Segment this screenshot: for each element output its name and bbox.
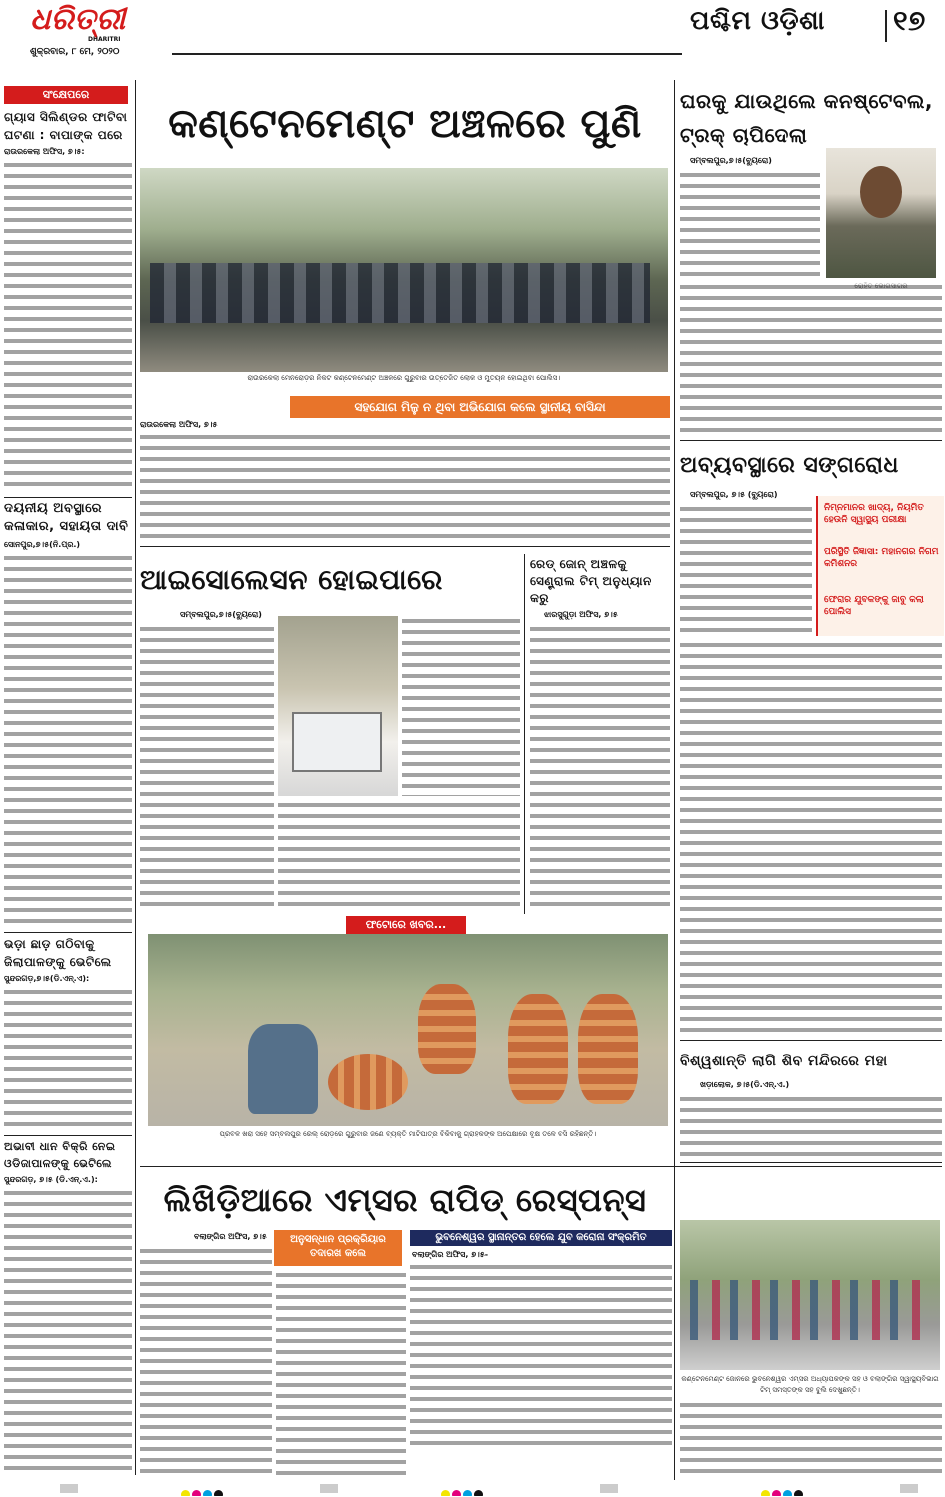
mid-rule [524,554,525,914]
brief-label: ସଂକ୍ଷେପରେ [4,86,128,104]
isolation-bullet-3: ଫେରାର ଯୁବକଙ୍କୁ ଜାବୁ କଲା ପୋଲିସ [824,595,924,617]
police-line [150,263,650,323]
page-number: ୧୭ [893,4,926,37]
rrt-dateline: ବଲାଙ୍ଗିର ଅଫିସ, ୭।୫ [194,1232,267,1241]
lead-bottom-rule [140,546,670,547]
rrt-body-right [680,1400,942,1476]
pot-3 [578,994,638,1104]
corona-subbox: ଭୁବନେଶ୍ୱର ସ୍ଥାନାନ୍ତର ହେଲେ ଯୁବ କରୋନା ସଂକ୍ରମିତ [410,1230,672,1246]
right-divider-1 [680,440,942,441]
isolation-bullet-2: ପରିସ୍ଥିତି ଜିଜ୍ଞାସା: ମହାନଗର ନିଗମ କମିଶନର [824,547,939,569]
constable-dateline: ସମ୍ବଲପୁର,୭।୫(ବ୍ୟୁରୋ) [690,156,772,165]
superspreader-body-left [140,624,274,912]
section-divider [885,10,887,42]
redzone-body [530,624,670,912]
superspreader-photo [278,616,398,796]
brief-body-2 [4,553,132,927]
brief-headline-1: ଗ୍ୟାସ ସିଲିଣ୍ଡର ଫାଟିବା ଘଟଣା : ବାପାଙ୍କ ପରେ [4,110,128,142]
shiva-body [680,1094,942,1158]
brief-body-3 [4,987,132,1129]
isolation-headline: ଅବ୍ୟବସ୍ଥାରେ ସଙ୍ଗରୋଧ [680,453,899,478]
brief-divider-1 [4,497,132,498]
pot-4 [328,1054,408,1110]
corona-dateline: ବଲାଙ୍ଗିର ଅଫିସ, ୭।୫- [412,1250,489,1259]
lead-photo [140,168,668,372]
pottery-photo [148,934,668,1126]
lead-body [140,432,670,540]
rrt-body-left [140,1246,272,1476]
redzone-dateline: ଝାରସୁଗୁଡ଼ା ଅଫିସ, ୭।୫ [544,610,618,619]
pot-1 [418,984,476,1074]
brief-divider-3 [4,1135,132,1136]
people-row [690,1280,930,1340]
isolation-body [680,640,942,1035]
superspreader-dateline: ସମ୍ବଲପୁର,୭।୫(ବ୍ୟୁରୋ) [180,610,262,619]
left-column-rule [135,80,136,1475]
pot-2 [508,994,568,1104]
portrait-face [860,166,902,218]
right-divider-2 [680,1040,942,1041]
brief-divider-2 [4,932,132,933]
constable-body-2 [680,282,942,432]
issue-date: ଶୁକ୍ରବାର, ୮ ମେ, ୨୦୨୦ [30,47,120,57]
rrt-photo-caption: କଣ୍ଟେନମେଣ୍ଟ ଜୋନରେ ଭୁବନେଶ୍ୱର ଏମ୍ସର ଅଧ୍ୟାପକଙ୍କ ସହ ଓ ବଲାଙ୍ଗିର ସ୍ୱାସ୍ଥ୍ୟବିଭାଗ ଟିମ୍ ସମସ୍ତଙ୍କ ସହ ବୁଲି ଦେଖୁଛନ୍ତି। [681,1375,939,1394]
brief-dateline-3: ସୁନ୍ଦରଗଡ଼,୭।୫(ଡି.ଏନ୍.ଏ): [4,974,90,983]
lead-photo-caption: ରାଉରକେଲା ମେନରୋଡ଼ର ନିକଟ କଣ୍ଟେନମେଣ୍ଟ ଅଞ୍ଚଳରେ ଗୁରୁବାର ଉତ୍ତେଜିତ ଲୋକ ଓ ମୁତୟନ ହୋଇଥିବା ପୋଲିସ। [247,374,561,382]
lead-headline: କଣ୍ଟେନମେଣ୍ଟ ଅଞ୍ଚଳରେ ପୁଣି [168,101,642,147]
shiva-headline: ବିଶ୍ୱଶାନ୍ତି ଲାଗି ଶିବ ମନ୍ଦିରରେ ମହା [680,1053,888,1069]
brief-headline-2: ଦୟନୀୟ ଅବସ୍ଥାରେ କଳାକାର, ସହାୟତା ଦାବି [4,501,129,534]
constable-portrait [826,148,936,278]
rrt-photo [680,1220,940,1370]
pottery-caption: ପ୍ରବଳ ଖରା ସହେ ସମ୍ବଲପୁର ରେଲ୍ ରୋଡ଼ରେ ଗୁରୁବାର ଜଣେ ବ୍ୟକ୍ତି ମାଟିପାତ୍ର ବିକିବାକୁ ଗ୍ରାହକଙ୍କ ଅପେକ୍ଷାରେ ବୃକ୍ଷ ତଳେ ବସି ରହିଛନ୍ତି। [219,1130,597,1138]
isolation-dateline: ସମ୍ବଲପୁର, ୭।୫ (ବ୍ୟୁରୋ) [690,490,778,499]
newspaper-logo-sub: DHARITRI [88,36,121,43]
corona-body [410,1262,672,1452]
shiva-dateline: ଖଡ଼ାଲୋକ, ୭।୫(ଡି.ଏନ୍.ଏ.) [700,1080,790,1089]
redzone-headline: ରେଡ୍ ଜୋନ୍ ଅଞ୍ଚଳକୁ ସେଣ୍ଟ୍ରାଲ ଟିମ୍ ଅନୁଧ୍ୟାନ କରୁ [530,557,652,605]
section-title: ପଶ୍ଚିମ ଓଡ଼ିଶା [690,6,825,36]
masthead-rule [172,53,682,55]
brief-body-1 [4,160,132,492]
brief-headline-4: ଅଭାବୀ ଧାନ ବିକ୍ରି ନେଇ ଓଡିଜାପାଳଙ୍କୁ ଭେଟିଲେ [4,1140,116,1170]
rrt-body-mid [276,1270,406,1476]
vendor-figure [248,1024,318,1114]
superspreader-headline: ଆଇସୋଲେସନ ହୋଇପାରେ [140,563,443,596]
constable-body [680,170,820,280]
laptop-shape [292,712,382,772]
rrt-kicker: ଅନୁସନ୍ଧାନ ପ୍ରକ୍ରିୟାର ତଦାରଖ କଲେ [274,1230,402,1266]
isolation-bullet-box [816,496,944,636]
isolation-bullet-1: ନିମ୍ନମାନର ଖାଦ୍ୟ, ନିୟମିତ ହେଉନି ସ୍ୱାସ୍ଥ୍ୟ ପରୀକ୍ଷା [824,503,924,525]
photo-feature-label: ଫଟୋରେ ଖବର... [346,916,466,934]
brief-dateline-2: ସୋନପୁର,୭।୫(ନି.ପ୍ର.) [4,540,81,549]
center-right-rule [674,80,675,1480]
right-divider-3 [680,1162,942,1163]
brief-dateline-1: ରାଉରକେଲା ଅଫିସ, ୭।୫: [4,147,85,156]
brief-dateline-4: ସୁନ୍ଦରଗଡ଼, ୭।୫ (ଡି.ଏନ୍.ଏ.): [4,1175,98,1184]
masthead [0,0,945,62]
brief-body-4 [4,1188,132,1470]
isolation-body-intro [680,504,812,634]
brief-headline-3: ଭଡ଼ା ଛାଡ଼ ଗଠିବାକୁ ଜିଲାପାଳଙ୍କୁ ଭେଟିଲେ [4,937,112,969]
superspreader-body-right [278,800,520,912]
bottom-section-rule [140,1166,942,1167]
constable-headline: ଘରକୁ ଯାଉଥିଲେ କନଷ୍ଟେବଲ, ଟ୍ରକ୍ ଚାପିଦେଲା [680,89,933,147]
rrt-headline: ଲିଖିଡ଼ିଆରେ ଏମ୍ସର ରାପିଡ୍ ରେସ୍ପନ୍ସ [163,1181,647,1219]
lead-dateline: ରାଉରକେଲା ଅଫିସ, ୭।୫ [140,420,218,429]
superspreader-body-mid [402,616,520,796]
lead-kicker: ସହଯୋଗ ମିଳୁ ନ ଥିବା ଅଭିଯୋଗ କଲେ ସ୍ଥାନୀୟ ବାସିନ୍ଦା [290,396,670,418]
registration-marks [0,1482,945,1496]
newspaper-logo: ଧରିତ୍ରୀ [30,2,126,37]
